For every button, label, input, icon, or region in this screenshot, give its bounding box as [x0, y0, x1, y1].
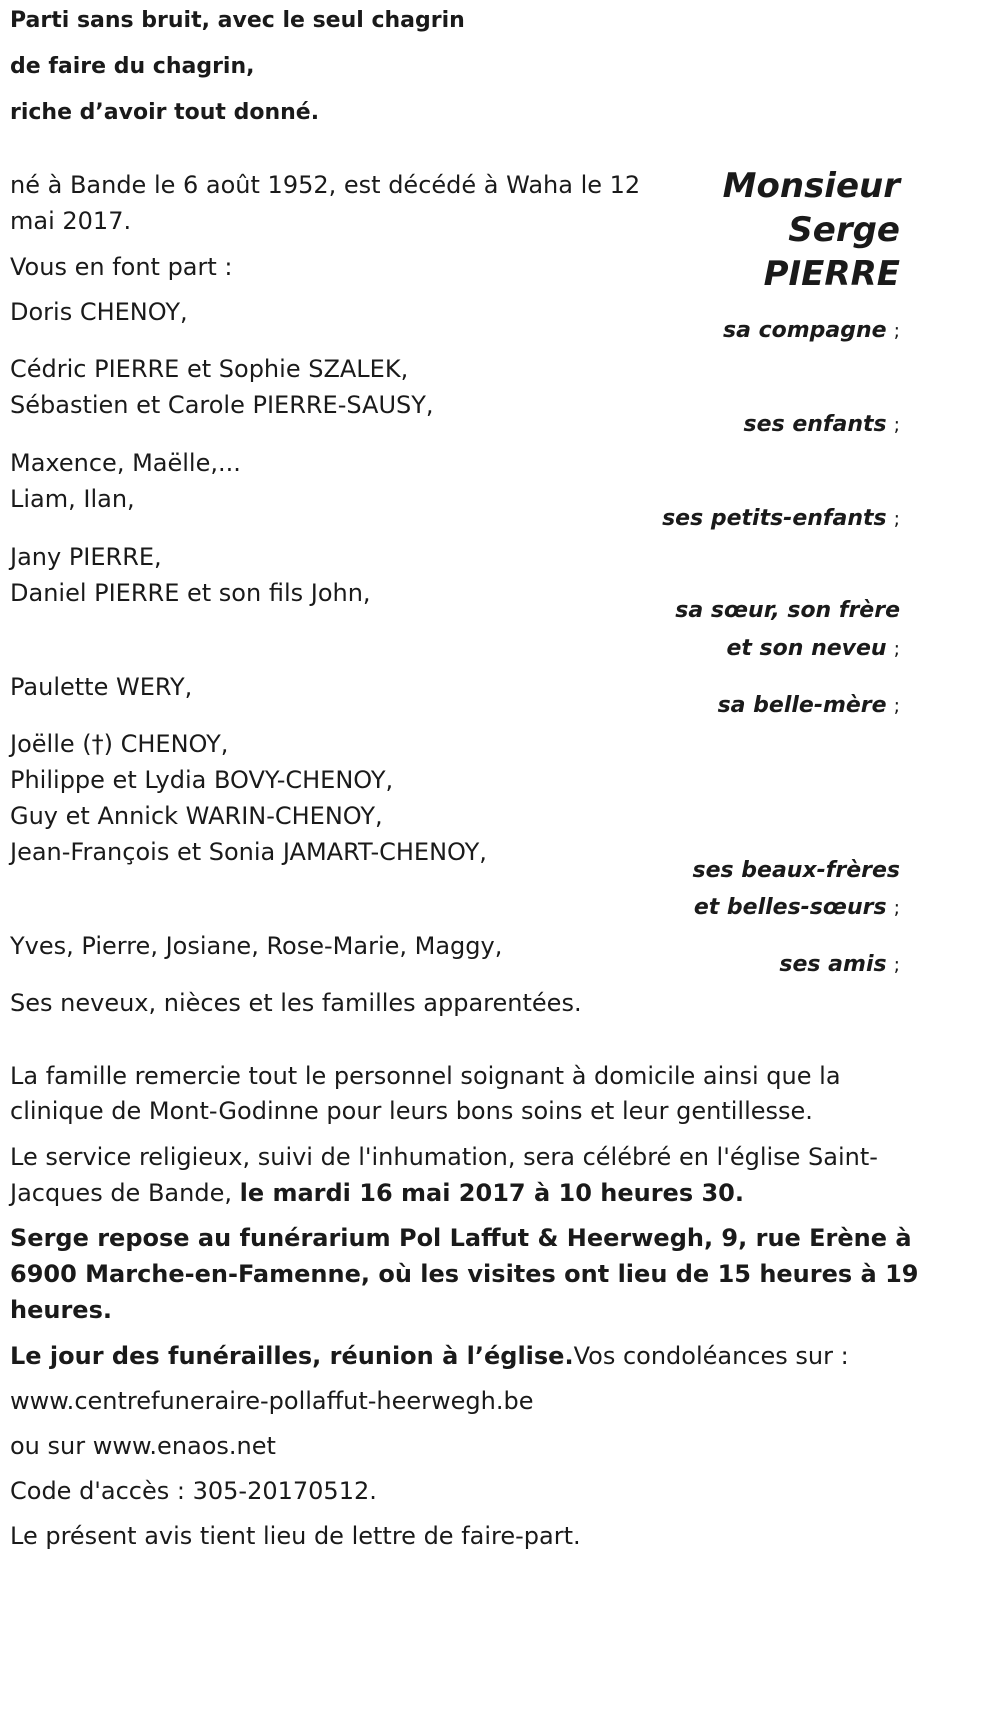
child-name-1: Cédric PIERRE et Sophie SZALEK,: [10, 355, 409, 383]
relatives-text: Ses neveux, nièces et les familles apparentées.: [10, 989, 582, 1017]
relation-label: ses petits-enfants: [662, 506, 887, 531]
meeting-plain: Vos condoléances sur :: [573, 1342, 849, 1370]
in-law-name-2: Philippe et Lydia BOVY-CHENOY,: [10, 766, 394, 794]
semicolon: ;: [893, 414, 900, 436]
friends-names: Yves, Pierre, Josiane, Rose-Marie, Maggy,: [10, 932, 503, 960]
service-text: Jacques de Bande,: [10, 1179, 240, 1207]
relation-label: et belles-sœurs: [693, 895, 887, 920]
in-law-name-4: Jean-François et Sonia JAMART-CHENOY,: [10, 838, 487, 866]
sibling-name-1: Jany PIERRE,: [10, 543, 162, 571]
in-law-name-1: Joëlle (†) CHENOY,: [10, 730, 229, 758]
sibling-name-2: Daniel PIERRE et son fils John,: [10, 579, 371, 607]
semicolon: ;: [893, 897, 900, 919]
mother-in-law-name: Paulette WERY,: [10, 673, 193, 701]
relation-children: [744, 412, 900, 437]
semicolon: ;: [893, 695, 900, 717]
relation-label: sa compagne: [722, 318, 887, 343]
relation-label: ses enfants: [743, 412, 887, 437]
relation-label: ses amis: [779, 952, 887, 977]
website-link-2[interactable]: ou sur www.enaos.net: [10, 1432, 276, 1460]
birth-death-line-1: né à Bande le 6 août 1952, est décédé à Waha le 12: [10, 171, 641, 199]
epigraph-line-1: Parti sans bruit, avec le seul chagrin: [10, 8, 465, 33]
announce-text: Vous en font part :: [10, 253, 233, 281]
semicolon: ;: [893, 508, 900, 530]
relation-label: et son neveu: [726, 636, 887, 661]
rest-line-3: heures.: [10, 1296, 112, 1324]
epigraph-line-3: riche d’avoir tout donné.: [10, 100, 320, 125]
meeting-bold: Le jour des funérailles, réunion à l’église.: [10, 1342, 574, 1370]
semicolon: ;: [893, 954, 900, 976]
rest-line-2: 6900 Marche-en-Famenne, où les visites ont lieu de 15 heures à 19: [10, 1260, 919, 1288]
semicolon: ;: [893, 320, 900, 342]
rest-line-1: Serge repose au funérarium Pol Laffut & Heerwegh, 9, rue Erène à: [10, 1224, 912, 1252]
access-code: Code d'accès : 305-20170512.: [10, 1477, 377, 1505]
deceased-title: Monsieur: [722, 166, 900, 206]
relation-companion: [723, 318, 900, 343]
relation-siblings-line-1: sa sœur, son frère: [675, 598, 900, 623]
relation-in-laws-line-1: ses beaux-frères: [692, 858, 900, 883]
relation-in-laws-line-2: [694, 895, 900, 920]
birth-death-line-2: mai 2017.: [10, 207, 132, 235]
thanks-line-1: La famille remercie tout le personnel soignant à domicile ainsi que la: [10, 1062, 841, 1090]
companion-name: Doris CHENOY,: [10, 298, 188, 326]
epigraph-line-2: de faire du chagrin,: [10, 54, 255, 79]
service-date: le mardi 16 mai 2017 à 10 heures 30.: [239, 1179, 744, 1207]
relation-grandchildren: [662, 506, 900, 531]
website-link-1[interactable]: www.centrefuneraire-pollaffut-heerwegh.be: [10, 1387, 534, 1415]
relation-mother-in-law: [718, 693, 900, 718]
grandchild-name-1: Maxence, Maëlle,...: [10, 449, 241, 477]
meeting-line: [10, 1339, 849, 1373]
semicolon: ;: [893, 638, 900, 660]
deceased-first-name: Serge: [788, 210, 900, 250]
relation-siblings-line-2: [726, 636, 900, 661]
deceased-last-name: PIERRE: [763, 254, 900, 294]
relation-friends: [779, 952, 900, 977]
in-law-name-3: Guy et Annick WARIN-CHENOY,: [10, 802, 383, 830]
relation-label: sa belle-mère: [717, 693, 887, 718]
service-line-1: Le service religieux, suivi de l'inhumation, sera célébré en l'église Saint-: [10, 1143, 878, 1171]
service-line-2: [10, 1176, 744, 1210]
thanks-line-2: clinique de Mont-Godinne pour leurs bons soins et leur gentillesse.: [10, 1097, 813, 1125]
grandchild-name-2: Liam, Ilan,: [10, 485, 135, 513]
child-name-2: Sébastien et Carole PIERRE-SAUSY,: [10, 391, 434, 419]
closing-text: Le présent avis tient lieu de lettre de faire-part.: [10, 1522, 581, 1550]
